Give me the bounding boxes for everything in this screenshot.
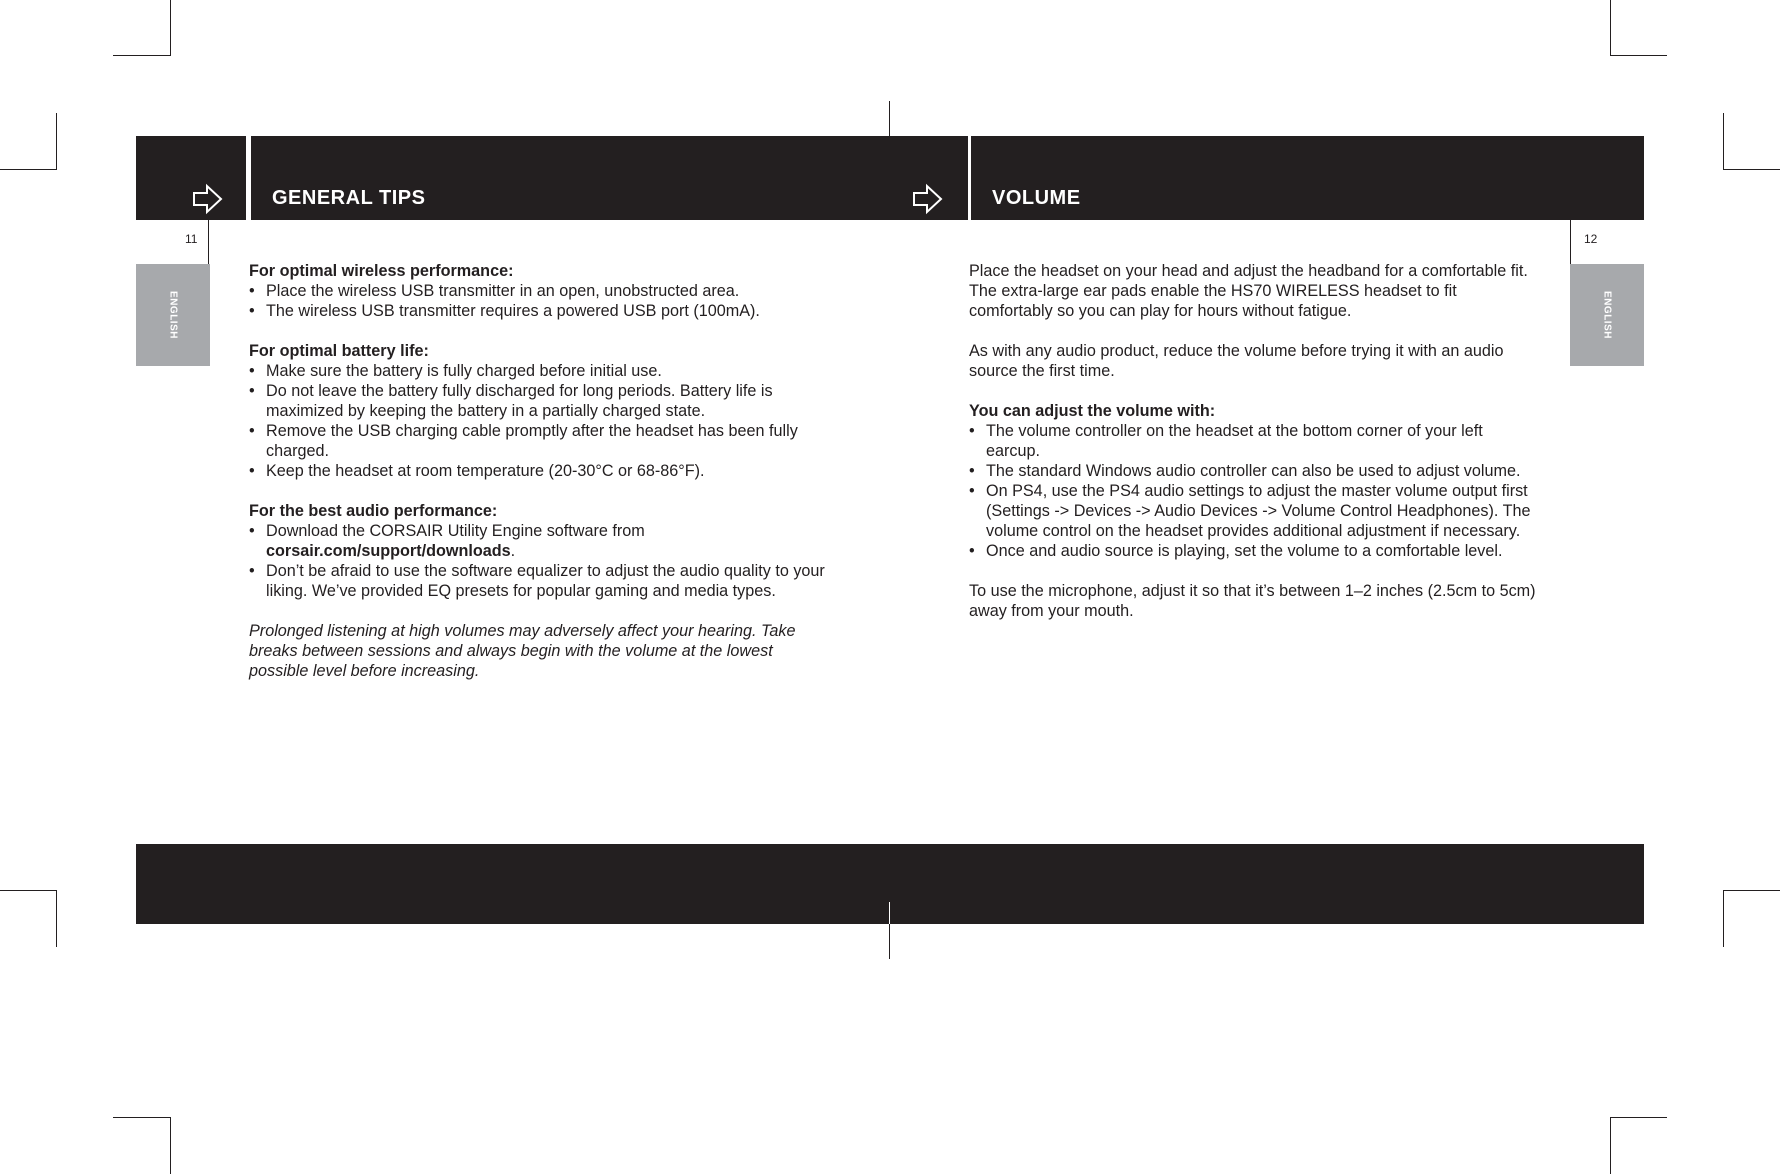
language-tab-label: ENGLISH — [167, 291, 179, 339]
caution-paragraph: As with any audio product, reduce the volume before trying it with an audio source the first time. — [969, 342, 1504, 380]
list-item-text: The volume controller on the headset at the bottom corner of your left earcup. — [986, 422, 1483, 460]
list-item — [249, 301, 829, 321]
list-item — [969, 481, 1539, 541]
bullet: • — [969, 482, 975, 500]
crop-mark — [56, 113, 57, 170]
crop-mark — [1610, 1117, 1667, 1118]
bullet: • — [249, 462, 255, 480]
bullet: • — [969, 542, 975, 560]
crop-mark — [0, 890, 57, 891]
list-item — [249, 521, 829, 561]
list-item-text: Don’t be afraid to use the software equalizer to adjust the audio quality to your liking. We’ve provided EQ presets for popular gaming and media types. — [266, 562, 825, 600]
list-item-text: The standard Windows audio controller can also be used to adjust volume. — [986, 462, 1521, 480]
language-tab-label: ENGLISH — [1601, 291, 1613, 339]
list-item-text: Once and audio source is playing, set the volume to a comfortable level. — [986, 542, 1503, 560]
fold-mark-bottom-overlay — [889, 902, 890, 924]
crop-mark — [1610, 55, 1667, 56]
bullet: • — [969, 462, 975, 480]
list-item — [249, 561, 829, 601]
bullet: • — [249, 562, 255, 580]
page-number-right: 12 — [1584, 232, 1598, 246]
list-item-text: Place the wireless USB transmitter in an open, unobstructed area. — [266, 282, 740, 300]
crop-mark — [1723, 113, 1724, 170]
language-tab-right — [1570, 264, 1644, 366]
page-number-rule — [208, 220, 209, 264]
bullet: • — [249, 302, 255, 320]
bullet: • — [249, 282, 255, 300]
language-tab-left — [136, 264, 210, 366]
page-number-rule — [1570, 220, 1571, 264]
crop-mark — [113, 1117, 171, 1118]
intro-paragraph: Place the headset on your head and adjust the headband for a comfortable fit. The extra-large ear pads enable the HS70 WIRELESS headset to fit comfortably so you can play for hours without fatigue. — [969, 262, 1528, 320]
bullet: • — [249, 362, 255, 380]
download-link[interactable]: corsair.com/support/downloads — [266, 542, 511, 560]
left-page-title: GENERAL TIPS — [272, 187, 426, 209]
crop-mark — [56, 890, 57, 947]
section-heading: For optimal wireless performance: — [249, 262, 514, 280]
list-item-text: Make sure the battery is fully charged before initial use. — [266, 362, 662, 380]
list-item — [969, 421, 1539, 461]
microphone-paragraph: To use the microphone, adjust it so that it’s between 1–2 inches (2.5cm to 5cm) away from your mouth. — [969, 582, 1536, 620]
section-heading: You can adjust the volume with: — [969, 402, 1216, 420]
list-item-text: Remove the USB charging cable promptly after the headset has been fully charged. — [266, 422, 798, 460]
list-item-text: Download the CORSAIR Utility Engine software from — [266, 522, 645, 540]
left-header-icon-block — [136, 136, 246, 220]
list-item — [249, 421, 829, 461]
list-item — [249, 381, 829, 421]
hearing-warning: Prolonged listening at high volumes may adversely affect your hearing. Take breaks between sessions and always begin with the volume at the lowest possible level before increasing. — [249, 622, 796, 680]
list-item — [249, 461, 829, 481]
list-item — [969, 461, 1539, 481]
crop-mark — [1723, 169, 1780, 170]
arrow-right-outline-icon — [912, 183, 944, 215]
list-item-text: Do not leave the battery fully discharged for long periods. Battery life is maximized by keeping the battery in a partially charged state. — [266, 382, 773, 420]
crop-mark — [1610, 1117, 1611, 1174]
crop-mark — [0, 169, 57, 170]
crop-mark — [170, 0, 171, 56]
list-item — [969, 541, 1539, 561]
list-item-text: The wireless USB transmitter requires a powered USB port (100mA). — [266, 302, 760, 320]
list-item-text: On PS4, use the PS4 audio settings to adjust the master volume output first (Settings -> Devices -> Audio Devices -> Volume Control Headphones). The volume control on the headset provides additional adjustment if necessary. — [986, 482, 1531, 540]
right-page-title: VOLUME — [992, 187, 1081, 209]
crop-mark — [1723, 890, 1780, 891]
footer-bar — [136, 844, 1644, 924]
crop-mark — [1610, 0, 1611, 56]
bullet: • — [249, 422, 255, 440]
page-number-left: 11 — [185, 232, 198, 246]
bullet: • — [249, 522, 255, 540]
section-heading: For optimal battery life: — [249, 342, 429, 360]
crop-mark — [113, 55, 171, 56]
bullet: • — [249, 382, 255, 400]
bullet: • — [969, 422, 975, 440]
list-item — [249, 281, 829, 301]
left-page-body — [249, 261, 829, 681]
right-page-body — [969, 261, 1539, 621]
list-item — [249, 361, 829, 381]
arrow-right-outline-icon — [192, 183, 224, 215]
crop-mark — [1723, 890, 1724, 947]
punctuation: . — [510, 542, 516, 560]
list-item-text: Keep the headset at room temperature (20-30°C or 68-86°F). — [266, 462, 705, 480]
crop-mark — [170, 1117, 171, 1174]
section-heading: For the best audio performance: — [249, 502, 498, 520]
